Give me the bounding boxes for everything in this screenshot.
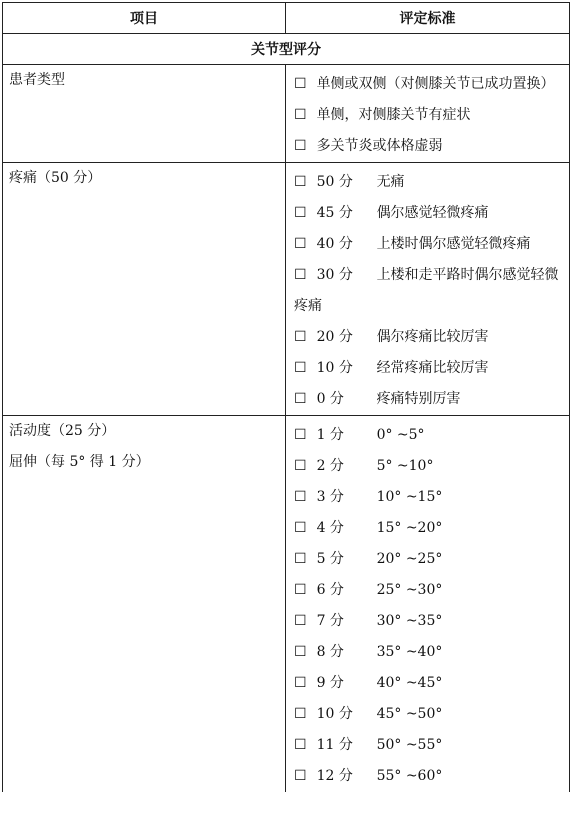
checkbox-icon[interactable]: ☐ [294,107,307,123]
option-score: 5 分 [316,551,344,567]
criteria-option [294,699,563,730]
option-text: 0° ~5° [376,427,425,443]
criteria-option [294,100,563,131]
criteria-cell [286,65,570,163]
checkbox-icon[interactable]: ☐ [294,551,307,567]
criteria-option [294,420,563,451]
section-row [3,34,570,65]
option-score: 9 分 [316,675,344,691]
checkbox-icon[interactable]: ☐ [294,391,307,407]
option-score: 30 分 [316,267,353,283]
checkbox-icon[interactable]: ☐ [294,489,307,505]
option-score: 6 分 [316,582,344,598]
checkbox-icon[interactable]: ☐ [294,706,307,722]
checkbox-icon[interactable]: ☐ [294,174,307,190]
checkbox-icon[interactable]: ☐ [294,644,307,660]
option-text: 30° ~35° [376,613,443,629]
checkbox-icon[interactable]: ☐ [294,613,307,629]
option-score: 45 分 [316,205,353,221]
criteria-option [294,730,563,761]
section-title: 关节型评分 [3,34,570,65]
option-score: 3 分 [316,489,344,505]
option-score: 40 分 [316,236,353,252]
checkbox-icon[interactable]: ☐ [294,458,307,474]
option-text: 经常疼痛比较厉害 [376,360,489,376]
option-score: 50 分 [316,174,353,190]
option-score: 10 分 [316,706,353,722]
option-text: 多关节炎或体格虚弱 [316,138,443,154]
option-score: 20 分 [316,329,353,345]
criteria-option [294,167,563,198]
option-text: 上楼和走平路时偶尔感觉轻微疼痛 [294,267,559,314]
criteria-option [294,260,563,322]
checkbox-icon[interactable]: ☐ [294,138,307,154]
option-score: 12 分 [316,768,353,784]
option-text: 25° ~30° [376,582,443,598]
item-label: 活动度（25 分） [9,423,116,439]
item-cell [3,416,286,793]
criteria-option [294,575,563,606]
option-text: 40° ~45° [376,675,443,691]
option-text: 疼痛特别厉害 [376,391,461,407]
criteria-option [294,353,563,384]
criteria-option [294,482,563,513]
option-score: 2 分 [316,458,344,474]
option-text: 单侧，对侧膝关节有症状 [316,107,471,123]
criteria-option [294,761,563,792]
header-item: 项目 [3,3,286,34]
scoring-table [2,2,570,792]
option-text: 单侧或双侧（对侧膝关节已成功置换） [316,76,555,92]
criteria-cell [286,416,570,793]
item-label: 患者类型 [9,72,65,88]
option-score: 7 分 [316,613,344,629]
criteria-option [294,513,563,544]
checkbox-icon[interactable]: ☐ [294,360,307,376]
criteria-option [294,198,563,229]
criteria-option [294,606,563,637]
option-score: 1 分 [316,427,344,443]
option-score: 10 分 [316,360,353,376]
table-row [3,416,570,793]
criteria-option [294,322,563,353]
item-cell [3,163,286,416]
criteria-option [294,668,563,699]
checkbox-icon[interactable]: ☐ [294,737,307,753]
option-text: 偶尔感觉轻微疼痛 [376,205,489,221]
option-score: 11 分 [316,737,353,753]
criteria-cell [286,163,570,416]
option-text: 50° ~55° [376,737,443,753]
checkbox-icon[interactable]: ☐ [294,520,307,536]
checkbox-icon[interactable]: ☐ [294,205,307,221]
item-cell [3,65,286,163]
criteria-option [294,69,563,100]
checkbox-icon[interactable]: ☐ [294,267,307,283]
checkbox-icon[interactable]: ☐ [294,768,307,784]
option-text: 10° ~15° [376,489,443,505]
item-label: 疼痛（50 分） [9,170,102,186]
criteria-option [294,637,563,668]
option-text: 偶尔疼痛比较厉害 [376,329,489,345]
option-text: 20° ~25° [376,551,443,567]
criteria-option [294,544,563,575]
criteria-option [294,131,563,162]
criteria-option [294,451,563,482]
option-text: 45° ~50° [376,706,443,722]
option-text: 无痛 [376,174,405,190]
option-score: 0 分 [316,391,344,407]
checkbox-icon[interactable]: ☐ [294,76,307,92]
checkbox-icon[interactable]: ☐ [294,236,307,252]
option-text: 35° ~40° [376,644,443,660]
criteria-option [294,229,563,260]
checkbox-icon[interactable]: ☐ [294,329,307,345]
table-row [3,65,570,163]
criteria-option [294,384,563,415]
header-criteria: 评定标准 [286,3,570,34]
checkbox-icon[interactable]: ☐ [294,675,307,691]
checkbox-icon[interactable]: ☐ [294,582,307,598]
option-score: 8 分 [316,644,344,660]
header-row [3,3,570,34]
option-score: 4 分 [316,520,344,536]
checkbox-icon[interactable]: ☐ [294,427,307,443]
option-text: 5° ~10° [376,458,434,474]
option-text: 15° ~20° [376,520,443,536]
table-row [3,163,570,416]
option-text: 上楼时偶尔感觉轻微疼痛 [376,236,531,252]
option-text: 55° ~60° [376,768,443,784]
item-label: 屈伸（每 5° 得 1 分） [9,454,150,470]
